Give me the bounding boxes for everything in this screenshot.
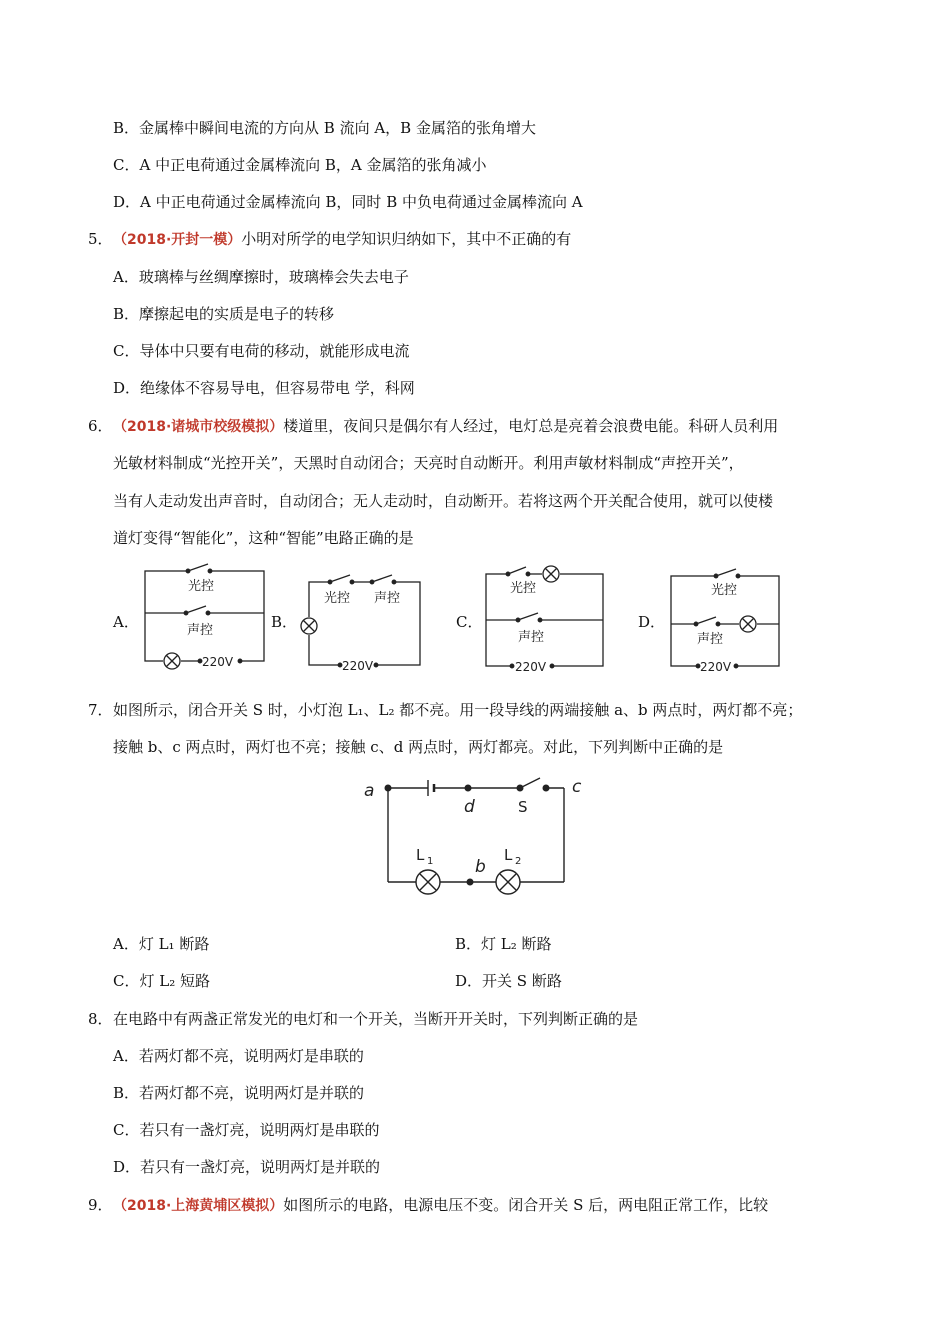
q8-option-d: D．若只有一盏灯亮，说明两灯是并联的 (113, 1158, 381, 1176)
q5-number: 5． (88, 230, 113, 248)
point-c-label: c (572, 777, 582, 797)
q7-stem-line2: 接触 b、c 两点时，两灯也不亮；接触 c、d 两点时，两灯都亮。对此，下列判断中正确的是 (113, 738, 724, 756)
q7-circuit-diagram (350, 770, 610, 900)
q7-number: 7． (88, 701, 113, 719)
q7-option-d: D．开关 S 断路 (455, 972, 562, 990)
circuit-b-sound-switch-label: 声控 (374, 591, 401, 606)
q6-label-b: B． (271, 613, 298, 631)
lamp-l1-subscript: 1 (427, 856, 434, 867)
q7-option-b: B．灯 L₂ 断路 (455, 935, 552, 953)
q8-option-b: B．若两灯都不亮，说明两灯是并联的 (113, 1084, 365, 1102)
q8-number: 8． (88, 1010, 113, 1028)
q6-label-d: D． (638, 613, 666, 631)
q7-option-c: C．灯 L₂ 短路 (113, 972, 210, 990)
circuit-c-sound-switch-label: 声控 (518, 630, 545, 645)
circuit-a-sound-switch-label: 声控 (187, 623, 214, 638)
q6-stem-line4: 道灯变得“智能化”，这种“智能”电路正确的是 (113, 529, 414, 547)
q6-text-line1: 楼道里，夜间只是偶尔有人经过，电灯总是亮着会浪费电能。科研人员利用 (283, 417, 779, 435)
q4-option-b: B．金属棒中瞬间电流的方向从 B 流向 A，B 金属箔的张角增大 (113, 119, 536, 137)
q5-option-a: A．玻璃棒与丝绸摩擦时，玻璃棒会失去电子 (113, 268, 409, 286)
circuit-b-light-switch-label: 光控 (324, 591, 351, 606)
q8-option-a: A．若两灯都不亮，说明两灯是串联的 (113, 1047, 364, 1065)
circuit-a-voltage-label: 220V (202, 655, 234, 669)
circuit-d-light-switch-label: 光控 (711, 583, 738, 598)
q4-option-c: C．A 中正电荷通过金属棒流向 B，A 金属箔的张角减小 (113, 156, 487, 174)
point-a-label: a (364, 781, 375, 801)
q4-option-d: D．A 中正电荷通过金属棒流向 B，同时 B 中负电荷通过金属棒流向 A (113, 193, 583, 211)
q9-stem (113, 1195, 768, 1216)
circuit-b-voltage-label: 220V (342, 659, 374, 673)
q7-option-a: A．灯 L₁ 断路 (113, 935, 210, 953)
q9-source: （2018·上海黄埔区模拟） (113, 1198, 284, 1214)
q5-option-b: B．摩擦起电的实质是电子的转移 (113, 305, 335, 323)
circuit-a-light-switch-label: 光控 (188, 579, 215, 594)
lamp-l1-label: L (416, 846, 425, 864)
q9-text: 如图所示的电路，电源电压不变。闭合开关 S 后，两电阻正常工作，比较 (283, 1196, 769, 1214)
q5-source: （2018·开封一模） (113, 232, 242, 248)
q5-option-c: C．导体中只要有电荷的移动，就能形成电流 (113, 342, 410, 360)
circuit-c (486, 566, 603, 668)
point-b-label: b (475, 857, 486, 877)
q5-option-d: D．绝缘体不容易导电，但容易带电 学，科网 (113, 379, 415, 397)
circuit-c-voltage-label: 220V (515, 660, 547, 674)
q6-stem-line2: 光敏材料制成“光控开关”，天黑时自动闭合；天亮时自动断开。利用声敏材料制成“声控开关”， (113, 454, 744, 472)
point-d-label: d (464, 797, 475, 817)
circuit-b (301, 575, 420, 667)
q8-stem: 在电路中有两盏正常发光的电灯和一个开关，当断开开关时，下列判断正确的是 (113, 1010, 639, 1028)
q6-source: （2018·诸城市校级模拟） (113, 419, 284, 435)
q9-number: 9． (88, 1196, 113, 1214)
q7-stem-line1: 如图所示，闭合开关 S 时，小灯泡 L₁、L₂ 都不亮。用一段导线的两端接触 a、b 两点时，两灯都不亮； (113, 701, 803, 719)
circuit-c-light-switch-label: 光控 (510, 581, 537, 596)
switch-s-label: S (518, 798, 528, 816)
q8-option-c: C．若只有一盏灯亮，说明两灯是串联的 (113, 1121, 380, 1139)
q6-number: 6． (88, 417, 113, 435)
q5-text: 小明对所学的电学知识归纳如下，其中不正确的有 (241, 230, 572, 248)
q6-label-c: C． (456, 613, 483, 631)
lamp-l2-label: L (504, 846, 513, 864)
lamp-l2-subscript: 2 (515, 856, 522, 867)
q6-label-a: A． (113, 613, 139, 631)
circuit-d-voltage-label: 220V (700, 660, 732, 674)
circuit-d-sound-switch-label: 声控 (697, 632, 724, 647)
q6-stem-line3: 当有人走动发出声音时，自动闭合；无人走动时，自动断开。若将这两个开关配合使用，就可以使楼 (113, 492, 774, 510)
